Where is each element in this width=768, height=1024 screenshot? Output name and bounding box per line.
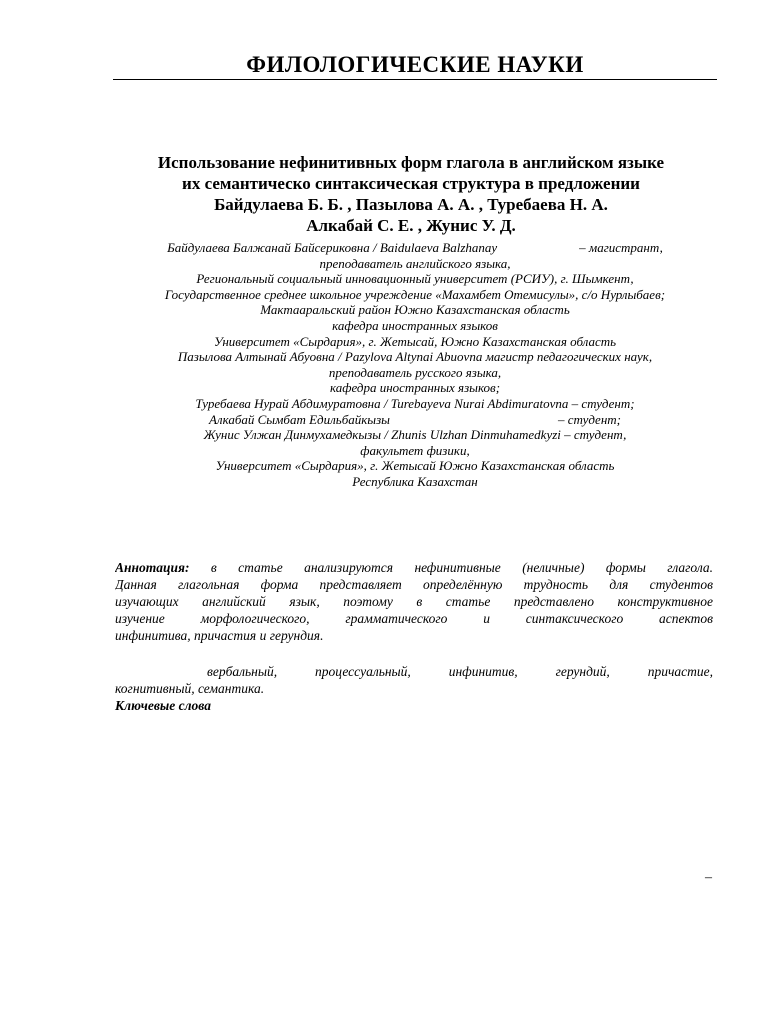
affiliation-line: Региональный социальный инновационный университет (РСИУ), г. Шымкент, [196, 271, 634, 287]
affiliation-line: Пазылова Алтынай Абуовна / Pazylova Altynai Abuovna магистр педагогических наук, [177, 349, 653, 365]
keywords-line [115, 663, 713, 680]
abstract-line: изучающих английский язык, поэтому в статье представлено конструктивное [115, 594, 713, 609]
affiliation-line [100, 412, 730, 428]
title-line-2: их семантическо синтаксическая структура в предложении [182, 174, 640, 193]
affiliation-line: кафедра иностранных языков; [329, 380, 501, 396]
header-rule [113, 79, 717, 80]
footer-dash: – [705, 870, 712, 885]
keyword: причастие, [647, 664, 713, 679]
author-role: – магистрант, [579, 240, 663, 255]
affiliation-line: Мактааральский район Южно Казахстанская область [260, 302, 570, 318]
keywords-label: Ключевые слова [115, 698, 211, 713]
affiliation-line: Университет «Сырдария», г. Жетысай Южно Казахстанская область [215, 458, 615, 474]
keyword: герундий, [555, 664, 610, 679]
author-name: Байдулаева Балжанай Байсериковна / Baidulaeva Balzhanay [167, 240, 498, 255]
author-name: Алкабай Сымбат Едильбайкызы [208, 411, 390, 427]
title-authors-line-1: Байдулаева Б. Б. , Пазылова А. А. , Туребаева Н. А. [214, 195, 608, 214]
title-authors-line-2: Алкабай С. Е. , Жунис У. Д. [306, 216, 516, 235]
affiliation-line: Университет «Сырдария», г. Жетысай, Южно Казахстанская область [213, 333, 617, 349]
affiliation-line: кафедра иностранных языков [332, 317, 498, 333]
section-header: ФИЛОЛОГИЧЕСКИЕ НАУКИ [246, 52, 584, 77]
affiliation-line: Республика Казахстан [352, 473, 478, 489]
affiliation-line: Туребаева Нурай Абдимуратовна / Turebayeva Nurai Abdimuratovna – студент; [195, 395, 635, 411]
keyword: процессуальный, [315, 664, 411, 679]
abstract-text: в статье анализируются нефинитивные (неличные) формы глагола. [189, 560, 713, 575]
keywords-line: когнитивный, семантика. [115, 681, 265, 696]
affiliation-line: преподаватель русского языка, [328, 364, 502, 380]
affiliation-line: факультет физики, [360, 442, 470, 458]
affiliation-line: Государственное среднее школьное учреждение «Махамбет Отемисулы», с/о Нурлыбаев; [164, 286, 666, 302]
affiliation-line: Жунис Улжан Динмухамедкызы / Zhunis Ulzhan Dinmuhamedkyzi – студент, [203, 427, 627, 443]
affiliation-line [100, 240, 730, 256]
abstract-line: Данная глагольная форма представляет определённую трудность для студентов [115, 577, 713, 592]
abstract-line: инфинитива, причастия и герундия. [115, 628, 324, 643]
title-line-1: Использование нефинитивных форм глагола в английском языке [157, 153, 665, 172]
abstract [115, 559, 713, 644]
abstract-line [115, 559, 713, 576]
affiliation-line: преподаватель английского языка, [319, 255, 511, 271]
keyword: вербальный, [207, 664, 278, 679]
abstract-label: Аннотация: [115, 560, 190, 575]
keyword: инфинитив, [448, 664, 518, 679]
abstract-line: изучение морфологического, грамматического и синтаксического аспектов [115, 611, 713, 626]
author-affiliations [100, 240, 730, 490]
keywords [115, 663, 713, 714]
article-title [100, 152, 722, 236]
author-role: – студент; [558, 411, 621, 427]
